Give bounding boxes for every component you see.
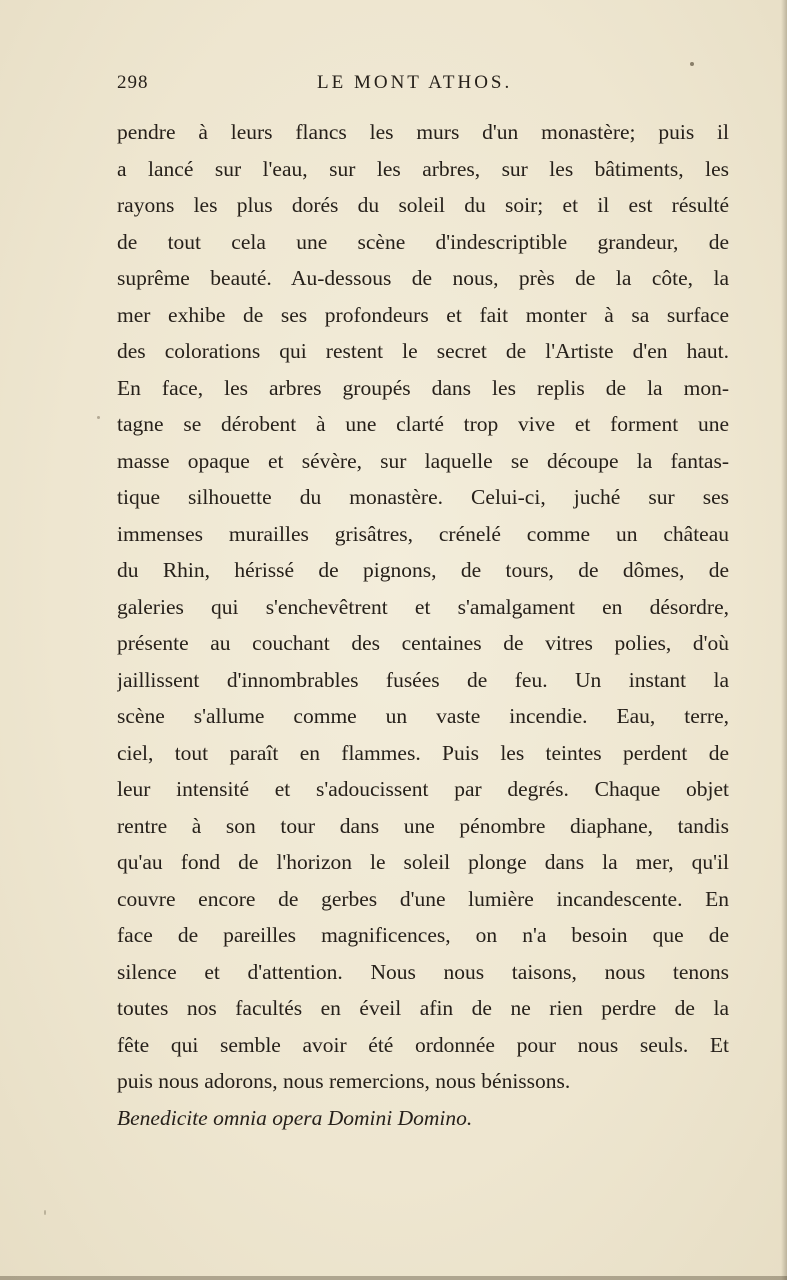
page-number: 298 xyxy=(117,72,149,93)
text-line: masse opaque et sévère, sur laquelle se découpe la fantas- xyxy=(117,448,729,473)
text-line: du Rhin, hérissé de pignons, de tours, de dômes, de xyxy=(117,558,729,582)
page-edge-shadow xyxy=(781,0,787,1280)
text-line: des colorations qui restent le secret de l'Artiste d'en haut. xyxy=(117,339,729,363)
text-line: leur intensité et s'adoucissent par degrés. Chaque objet xyxy=(117,777,729,801)
text-line: de tout cela une scène d'indescriptible grandeur, de xyxy=(117,229,729,254)
text-line: suprême beauté. Au-dessous de nous, près de la côte, la xyxy=(117,266,729,290)
text-line: ciel, tout paraît en flammes. Puis les teintes perdent de xyxy=(117,740,729,765)
text-line: couvre encore de gerbes d'une lumière incandescente. En xyxy=(117,886,729,911)
text-line: tique silhouette du monastère. Celui-ci, juché sur ses xyxy=(117,485,729,509)
body-text xyxy=(117,114,729,1136)
text-line: galeries qui s'enchevêtrent et s'amalgament en désordre, xyxy=(117,594,729,619)
text-line: puis nous adorons, nous remercions, nous bénissons. xyxy=(117,1069,571,1093)
text-line: a lancé sur l'eau, sur les arbres, sur les bâtiments, les xyxy=(117,156,729,181)
running-title: LE MONT ATHOS. xyxy=(317,72,513,93)
text-line: pendre à leurs flancs les murs d'un monastère; puis il xyxy=(117,120,729,144)
text-line: immenses murailles grisâtres, crénelé comme un château xyxy=(117,521,729,546)
paper-speck xyxy=(690,62,694,66)
text-line: mer exhibe de ses profondeurs et fait monter à sa surface xyxy=(117,302,729,327)
text-line: rentre à son tour dans une pénombre diaphane, tandis xyxy=(117,813,729,838)
paper-speck xyxy=(97,416,100,419)
text-line: rayons les plus dorés du soleil du soir; et il est résulté xyxy=(117,193,729,217)
paper-speck xyxy=(44,1210,46,1215)
text-line: présente au couchant des centaines de vitres polies, d'où xyxy=(117,631,729,655)
latin-closing-line: Benedicite omnia opera Domini Domino. xyxy=(117,1105,473,1130)
text-line: En face, les arbres groupés dans les replis de la mon- xyxy=(117,375,729,400)
text-line: face de pareilles magnificences, on n'a besoin que de xyxy=(117,923,729,947)
running-head xyxy=(117,72,727,102)
text-line: scène s'allume comme un vaste incendie. Eau, terre, xyxy=(117,704,729,728)
text-line: qu'au fond de l'horizon le soleil plonge dans la mer, qu'il xyxy=(117,850,729,874)
text-line: fête qui semble avoir été ordonnée pour nous seuls. Et xyxy=(117,1032,729,1057)
text-line: tagne se dérobent à une clarté trop vive et forment une xyxy=(117,412,729,436)
text-line: toutes nos facultés en éveil afin de ne rien perdre de la xyxy=(117,996,729,1020)
text-line: jaillissent d'innombrables fusées de feu. Un instant la xyxy=(117,667,729,692)
text-line: silence et d'attention. Nous nous taisons, nous tenons xyxy=(117,959,729,984)
page-bottom-edge xyxy=(0,1276,787,1280)
